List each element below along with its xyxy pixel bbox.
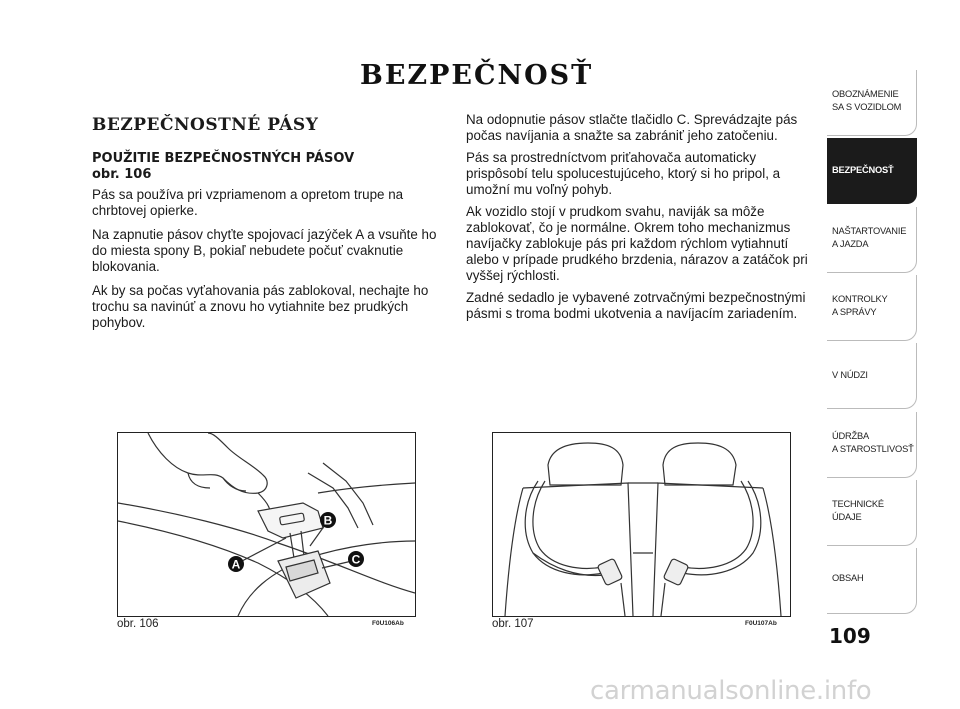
tab-label-line: NAŠTARTOVANIE: [832, 226, 907, 236]
figure-106-caption: obr. 106: [117, 618, 159, 630]
tab-label-line: A JAZDA: [832, 239, 869, 249]
watermark: carmanualsonline.info: [590, 676, 872, 706]
tab-label-line: ÚDRŽBA: [832, 431, 870, 441]
tab-label-line: KONTROLKY: [832, 294, 888, 304]
subsection-heading: [92, 151, 442, 183]
label-c: [348, 551, 364, 567]
tab-label-line: OBOZNÁMENIE: [832, 89, 899, 99]
subsection-heading-line2: obr. 106: [92, 167, 152, 182]
tab-v-nudzi[interactable]: [827, 343, 917, 409]
tab-label-line: OBSAH: [832, 573, 864, 583]
paragraph: Na odopnutie pásov stlačte tlačidlo C. Sprevádzajte pás počas navíjania a snažte sa zabrániť jeho zatočeniu.: [466, 112, 798, 143]
tab-udrzba[interactable]: [827, 412, 917, 478]
section-heading: BEZPEČNOSTNÉ PÁSY: [92, 115, 319, 135]
tab-kontrolky[interactable]: [827, 275, 917, 341]
label-b: [320, 512, 336, 528]
figure-107-caption: obr. 107: [492, 618, 534, 630]
tab-label-line: V NÚDZI: [832, 370, 868, 380]
tab-obsah[interactable]: [827, 548, 917, 614]
label-b-text: B: [323, 513, 333, 528]
page-title: BEZPEČNOSŤ: [360, 60, 594, 91]
buckle-illustration: [118, 433, 415, 616]
page-number: 109: [829, 624, 871, 648]
left-column: [92, 115, 442, 339]
figure-107-code: F0U107Ab: [745, 620, 777, 627]
tab-technicke-udaje[interactable]: [827, 480, 917, 546]
paragraph: Zadné sedadlo je vybavené zotrvačnými bezpečnostnými pásmi s troma bodmi ukotvenia a navíjacím zariadením.: [466, 290, 806, 321]
label-c-text: C: [351, 552, 361, 567]
label-a-text: A: [231, 557, 241, 572]
tab-oboznamenie[interactable]: [827, 70, 917, 136]
tab-label-line: ÚDAJE: [832, 512, 862, 522]
tab-label-line: TECHNICKÉ: [832, 499, 884, 509]
rear-seat-illustration: [493, 433, 790, 616]
right-column: [466, 112, 816, 328]
paragraph: Na zapnutie pásov chyťte spojovací jazýček A a vsuňte ho do miesta spony B, pokiaľ nebudete počuť cvaknutie blokovania.: [92, 227, 437, 274]
tab-bezpecnost[interactable]: [827, 138, 917, 204]
label-a: [228, 556, 244, 572]
tab-label-line: A STAROSTLIVOSŤ: [832, 444, 914, 454]
tab-label-line: SA S VOZIDLOM: [832, 102, 902, 112]
figure-107: [492, 432, 791, 617]
paragraph: Ak vozidlo stojí v prudkom svahu, naviják sa môže zablokovať, čo je normálne. Okrem toho mechanizmus navíjačky zablokuje pás pri každom rýchlom vytiahnutí alebo v prípade prudkého brzdenia, nárazov a zatáčok pri vyššej rýchlosti.: [466, 204, 808, 283]
figure-106-code: F0U106Ab: [372, 620, 404, 627]
tab-nastartovanie[interactable]: [827, 207, 917, 273]
figure-106: [117, 432, 416, 617]
paragraph: Pás sa používa pri vzpriamenom a opretom trupe na chrbtovej opierke.: [92, 187, 404, 218]
paragraph: Ak by sa počas vyťahovania pás zablokoval, nechajte ho trochu sa navinúť a znovu ho vytiahnite bez prudkých pohybov.: [92, 283, 429, 330]
subsection-heading-line1: POUŽITIE BEZPEČNOSTNÝCH PÁSOV: [92, 151, 355, 166]
tab-label-line: A SPRÁVY: [832, 307, 877, 317]
paragraph: Pás sa prostredníctvom priťahovača automaticky prispôsobí telu spolucestujúceho, ktorý si ho pripol, a umožní mu voľný pohyb.: [466, 150, 781, 197]
tab-label-line: BEZPEČNOSŤ: [832, 165, 894, 175]
